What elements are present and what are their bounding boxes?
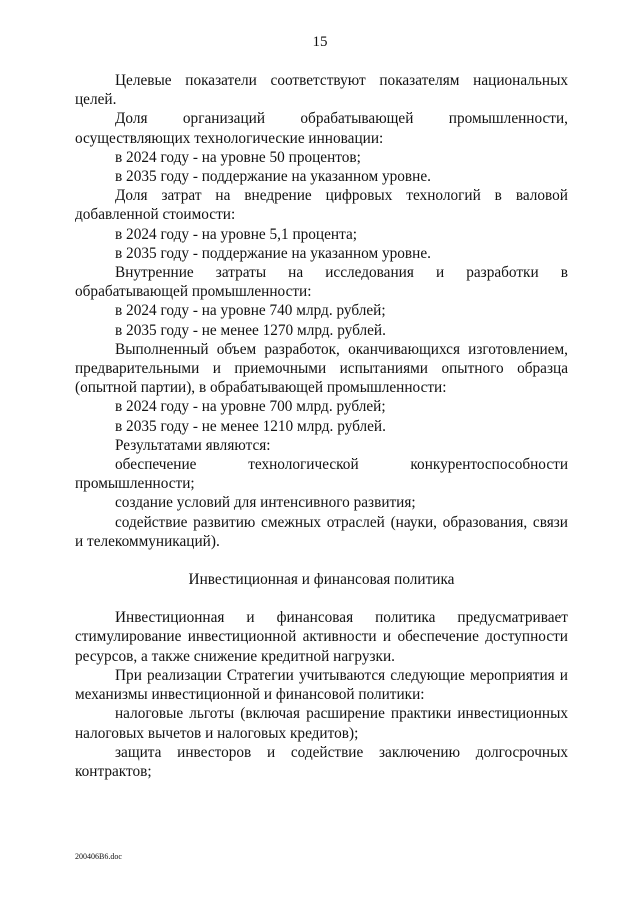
page-number: 15 xyxy=(312,34,328,50)
paragraph: защита инвесторов и содействие заключению долгосрочных контрактов; xyxy=(75,743,568,780)
paragraph: налоговые льготы (включая расширение практики инвестиционных налоговых вычетов и налоговых кредитов); xyxy=(75,705,568,742)
list-item: создание условий для интенсивного развития; xyxy=(115,494,416,512)
paragraph: При реализации Стратегии учитываются следующие мероприятия и механизмы инвестиционной и финансовой политики: xyxy=(75,666,568,704)
paragraph: Инвестиционная и финансовая политика предусматривает стимулирование инвестиционной активности и обеспечение доступности ресурсов, а также снижение кредитной нагрузки. xyxy=(75,609,568,665)
list-item: Результатами являются: xyxy=(115,436,271,454)
footer-filename: 200406B6.doc xyxy=(75,852,122,861)
paragraph: обеспечение технологической конкурентоспособности промышленности; xyxy=(75,456,568,493)
document-body xyxy=(75,71,568,781)
list-item: в 2035 году - поддержание на указанном уровне. xyxy=(115,168,431,186)
paragraph: Доля организаций обрабатывающей промышленности, осуществляющих технологические инновации: xyxy=(75,110,568,147)
list-item: в 2024 году - на уровне 5,1 процента; xyxy=(115,225,358,243)
list-item: в 2035 году - не менее 1270 млрд. рублей. xyxy=(115,321,386,339)
paragraph: Выполненный объем разработок, оканчивающихся изготовлением, предварительными и приемочными испытаниями опытного образца (опытной партии), в обрабатывающей промышленности: xyxy=(75,340,568,397)
section-title: Инвестиционная и финансовая политика xyxy=(188,571,455,589)
paragraph: Доля затрат на внедрение цифровых технологий в валовой добавленной стоимости: xyxy=(75,187,568,224)
paragraph: Целевые показатели соответствуют показателям национальных целей. xyxy=(75,72,568,109)
paragraph: Внутренние затраты на исследования и разработки в обрабатывающей промышленности: xyxy=(75,264,568,301)
list-item: в 2035 году - поддержание на указанном уровне. xyxy=(115,244,431,262)
list-item: в 2024 году - на уровне 50 процентов; xyxy=(115,148,361,166)
list-item: в 2024 году - на уровне 700 млрд. рублей; xyxy=(115,398,386,416)
list-item: в 2035 году - не менее 1210 млрд. рублей. xyxy=(115,417,386,435)
paragraph: содействие развитию смежных отраслей (науки, образования, связи и телекоммуникаций). xyxy=(75,513,568,550)
list-item: в 2024 году - на уровне 740 млрд. рублей; xyxy=(115,302,386,320)
